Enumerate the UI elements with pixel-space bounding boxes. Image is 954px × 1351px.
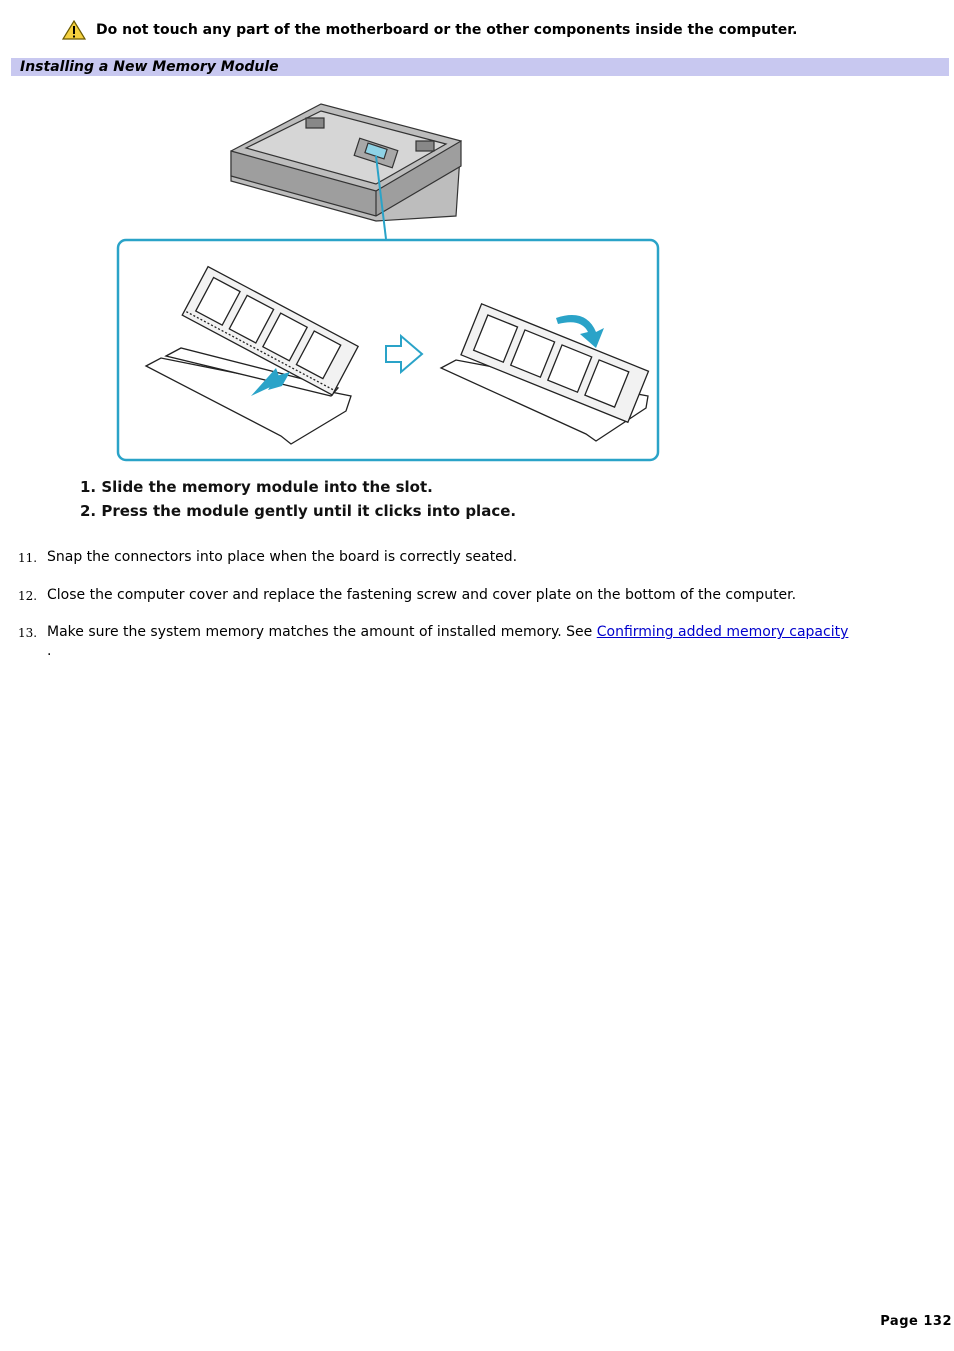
warning-icon [62, 20, 86, 40]
illustration-caption-2: 2. Press the module gently until it clicks into place. [80, 502, 517, 520]
illustration-caption-1: 1. Slide the memory module into the slot. [80, 478, 433, 496]
page-number: Page 132 [880, 1314, 952, 1329]
step-number: 13. [18, 626, 38, 640]
step-text: Close the computer cover and replace the fastening screw and cover plate on the bottom of the computer. [47, 587, 797, 603]
step-text-lead: Make sure the system memory matches the amount of installed memory. See [47, 624, 597, 640]
step-text: Snap the connectors into place when the board is correctly seated. [47, 549, 518, 565]
step-text [47, 623, 927, 661]
step-text-suffix: . [47, 643, 52, 659]
step-number: 11. [18, 551, 38, 565]
warning-text: Do not touch any part of the motherboard or the other components inside the computer. [96, 22, 798, 38]
warning-notice [62, 20, 942, 40]
confirm-memory-capacity-link[interactable]: Confirming added memory capacity [596, 624, 849, 640]
section-title: Installing a New Memory Module [20, 59, 279, 75]
step-number: 12. [18, 589, 38, 603]
section-header [11, 58, 949, 76]
next-step-arrow [386, 336, 422, 372]
laptop-illustration [231, 104, 461, 239]
memory-install-illustration [76, 96, 676, 468]
